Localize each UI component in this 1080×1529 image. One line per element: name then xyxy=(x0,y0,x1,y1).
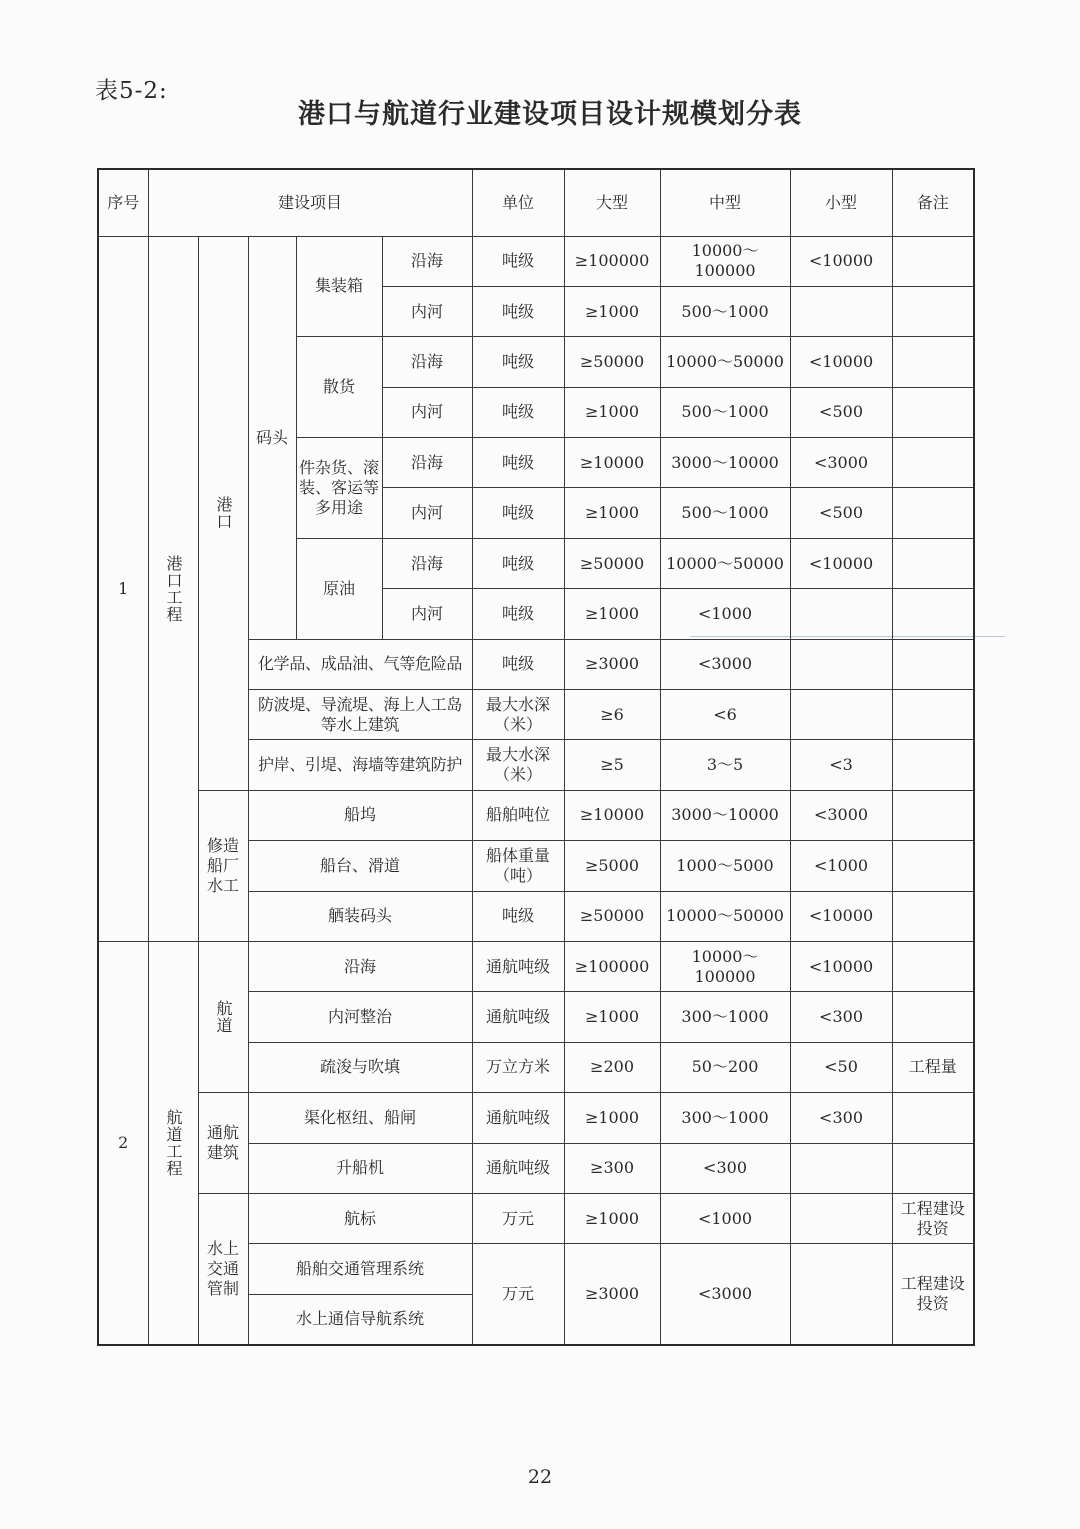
large-cell: ≥1000 xyxy=(564,1193,660,1243)
unit-cell: 吨级 xyxy=(472,589,564,639)
small-cell xyxy=(790,1193,892,1243)
medium-cell: 300～1000 xyxy=(660,1093,790,1143)
cargo-bulk: 散货 xyxy=(296,337,382,438)
small-cell: <3 xyxy=(790,740,892,790)
unit-cell: 吨级 xyxy=(472,286,564,336)
medium-cell: 3000～10000 xyxy=(660,790,790,840)
small-cell: <50 xyxy=(790,1042,892,1092)
medium-cell: 10000～50000 xyxy=(660,538,790,588)
sub-channel-text: 航道 xyxy=(214,1000,233,1035)
medium-cell: 10000～100000 xyxy=(660,941,790,991)
large-cell: ≥200 xyxy=(564,1042,660,1092)
page-title: 港口与航道行业建设项目设计规模划分表 xyxy=(298,99,802,130)
remark-cell xyxy=(892,941,974,991)
item-cell: 护岸、引堤、海墙等建筑防护 xyxy=(248,740,472,790)
sub-port xyxy=(198,236,248,790)
sub-wharf: 码头 xyxy=(248,236,296,639)
unit-cell: 吨级 xyxy=(472,538,564,588)
large-cell: ≥5 xyxy=(564,740,660,790)
unit-cell: 万元 xyxy=(472,1193,564,1243)
page-number: 22 xyxy=(527,1466,553,1488)
remark-cell xyxy=(892,639,974,689)
medium-cell: <1000 xyxy=(660,589,790,639)
large-cell: ≥6 xyxy=(564,690,660,740)
remark-cell xyxy=(892,992,974,1042)
remark-cell xyxy=(892,488,974,538)
cargo-container: 集装箱 xyxy=(296,236,382,337)
table-row xyxy=(98,1193,974,1243)
unit-cell: 最大水深（米） xyxy=(472,690,564,740)
sub-navbuild: 通航建筑 xyxy=(198,1093,248,1194)
medium-cell: 10000～100000 xyxy=(660,236,790,286)
remark-cell xyxy=(892,538,974,588)
area-cell: 内河 xyxy=(382,488,472,538)
item-cell: 水上通信导航系统 xyxy=(248,1294,472,1344)
small-cell xyxy=(790,286,892,336)
small-cell xyxy=(790,589,892,639)
small-cell xyxy=(790,690,892,740)
group-1-name xyxy=(148,236,198,941)
item-cell: 船台、滑道 xyxy=(248,841,472,891)
small-cell: <10000 xyxy=(790,891,892,941)
sub-channel xyxy=(198,941,248,1092)
unit-cell: 最大水深（米） xyxy=(472,740,564,790)
remark-cell xyxy=(892,387,974,437)
header-remark: 备注 xyxy=(892,169,974,236)
item-cell: 防波堤、导流堤、海上人工岛等水上建筑 xyxy=(248,690,472,740)
cargo-oil: 原油 xyxy=(296,538,382,639)
large-cell: ≥10000 xyxy=(564,790,660,840)
medium-cell: <3000 xyxy=(660,639,790,689)
remark-cell: 工程量 xyxy=(892,1042,974,1092)
large-cell: ≥1000 xyxy=(564,589,660,639)
area-cell: 沿海 xyxy=(382,438,472,488)
item-cell: 舾装码头 xyxy=(248,891,472,941)
large-cell: ≥100000 xyxy=(564,236,660,286)
remark-cell xyxy=(892,589,974,639)
classification-table xyxy=(97,168,975,1346)
item-cell: 船舶交通管理系统 xyxy=(248,1244,472,1294)
group-1-name-text: 港口工程 xyxy=(164,554,183,623)
medium-cell: 300～1000 xyxy=(660,992,790,1042)
header-large: 大型 xyxy=(564,169,660,236)
remark-cell: 工程建设投资 xyxy=(892,1193,974,1243)
area-cell: 内河 xyxy=(382,387,472,437)
medium-cell: <1000 xyxy=(660,1193,790,1243)
unit-cell: 吨级 xyxy=(472,891,564,941)
table-row xyxy=(98,941,974,991)
cargo-general: 件杂货、滚装、客运等多用途 xyxy=(296,438,382,539)
remark-cell xyxy=(892,740,974,790)
small-cell xyxy=(790,1244,892,1345)
small-cell: <10000 xyxy=(790,538,892,588)
group-2-name xyxy=(148,941,198,1344)
unit-cell: 通航吨级 xyxy=(472,1143,564,1193)
medium-cell: <6 xyxy=(660,690,790,740)
unit-cell: 吨级 xyxy=(472,387,564,437)
unit-cell: 船体重量（吨） xyxy=(472,841,564,891)
remark-cell xyxy=(892,841,974,891)
large-cell: ≥300 xyxy=(564,1143,660,1193)
large-cell: ≥10000 xyxy=(564,438,660,488)
group-2-name-text: 航道工程 xyxy=(164,1108,183,1177)
item-cell: 航标 xyxy=(248,1193,472,1243)
unit-cell: 船舶吨位 xyxy=(472,790,564,840)
small-cell: <10000 xyxy=(790,337,892,387)
header-unit: 单位 xyxy=(472,169,564,236)
medium-cell: 3～5 xyxy=(660,740,790,790)
large-cell: ≥3000 xyxy=(564,639,660,689)
item-cell: 疏浚与吹填 xyxy=(248,1042,472,1092)
small-cell: <3000 xyxy=(790,438,892,488)
header-seq: 序号 xyxy=(98,169,148,236)
item-cell: 沿海 xyxy=(248,941,472,991)
area-cell: 沿海 xyxy=(382,538,472,588)
remark-cell xyxy=(892,1143,974,1193)
remark-cell xyxy=(892,236,974,286)
small-cell: <10000 xyxy=(790,236,892,286)
unit-cell: 通航吨级 xyxy=(472,941,564,991)
medium-cell: <3000 xyxy=(660,1244,790,1345)
remark-cell: 工程建设投资 xyxy=(892,1244,974,1345)
area-cell: 沿海 xyxy=(382,337,472,387)
remark-cell xyxy=(892,1093,974,1143)
small-cell: <3000 xyxy=(790,790,892,840)
group-2-seq: 2 xyxy=(98,941,148,1344)
small-cell: <500 xyxy=(790,488,892,538)
small-cell: <300 xyxy=(790,1093,892,1143)
small-cell: <1000 xyxy=(790,841,892,891)
unit-cell: 万立方米 xyxy=(472,1042,564,1092)
medium-cell: 500～1000 xyxy=(660,488,790,538)
remark-cell xyxy=(892,891,974,941)
unit-cell: 通航吨级 xyxy=(472,1093,564,1143)
medium-cell: 500～1000 xyxy=(660,286,790,336)
unit-cell: 万元 xyxy=(472,1244,564,1345)
large-cell: ≥1000 xyxy=(564,286,660,336)
small-cell: <10000 xyxy=(790,941,892,991)
header-item: 建设项目 xyxy=(148,169,472,236)
small-cell: <300 xyxy=(790,992,892,1042)
medium-cell: 1000～5000 xyxy=(660,841,790,891)
large-cell: ≥50000 xyxy=(564,538,660,588)
unit-cell: 吨级 xyxy=(472,438,564,488)
medium-cell: 500～1000 xyxy=(660,387,790,437)
area-cell: 内河 xyxy=(382,589,472,639)
remark-cell xyxy=(892,438,974,488)
small-cell xyxy=(790,1143,892,1193)
header-small: 小型 xyxy=(790,169,892,236)
medium-cell: 50～200 xyxy=(660,1042,790,1092)
table-row xyxy=(98,790,974,840)
table-label: 表5-2: xyxy=(95,78,168,104)
table-row xyxy=(98,1093,974,1143)
large-cell: ≥1000 xyxy=(564,1093,660,1143)
medium-cell: 3000～10000 xyxy=(660,438,790,488)
sub-watertraffic: 水上交通管制 xyxy=(198,1193,248,1344)
unit-cell: 吨级 xyxy=(472,639,564,689)
large-cell: ≥1000 xyxy=(564,488,660,538)
unit-cell: 通航吨级 xyxy=(472,992,564,1042)
large-cell: ≥50000 xyxy=(564,337,660,387)
area-cell: 沿海 xyxy=(382,236,472,286)
medium-cell: 10000～50000 xyxy=(660,891,790,941)
item-cell: 船坞 xyxy=(248,790,472,840)
item-cell: 内河整治 xyxy=(248,992,472,1042)
unit-cell: 吨级 xyxy=(472,488,564,538)
table-row xyxy=(98,236,974,286)
item-cell: 升船机 xyxy=(248,1143,472,1193)
sub-port-text: 港口 xyxy=(214,496,233,531)
header-row xyxy=(98,169,974,236)
remark-cell xyxy=(892,337,974,387)
large-cell: ≥3000 xyxy=(564,1244,660,1345)
remark-cell xyxy=(892,790,974,840)
medium-cell: 10000～50000 xyxy=(660,337,790,387)
medium-cell: <300 xyxy=(660,1143,790,1193)
sub-shipyard: 修造船厂水工 xyxy=(198,790,248,941)
small-cell: <500 xyxy=(790,387,892,437)
area-cell: 内河 xyxy=(382,286,472,336)
item-cell: 渠化枢纽、船闸 xyxy=(248,1093,472,1143)
unit-cell: 吨级 xyxy=(472,236,564,286)
unit-cell: 吨级 xyxy=(472,337,564,387)
large-cell: ≥5000 xyxy=(564,841,660,891)
item-cell: 化学品、成品油、气等危险品 xyxy=(248,639,472,689)
large-cell: ≥50000 xyxy=(564,891,660,941)
large-cell: ≥1000 xyxy=(564,387,660,437)
large-cell: ≥100000 xyxy=(564,941,660,991)
remark-cell xyxy=(892,690,974,740)
header-medium: 中型 xyxy=(660,169,790,236)
group-1-seq: 1 xyxy=(98,236,148,941)
small-cell xyxy=(790,639,892,689)
large-cell: ≥1000 xyxy=(564,992,660,1042)
remark-cell xyxy=(892,286,974,336)
